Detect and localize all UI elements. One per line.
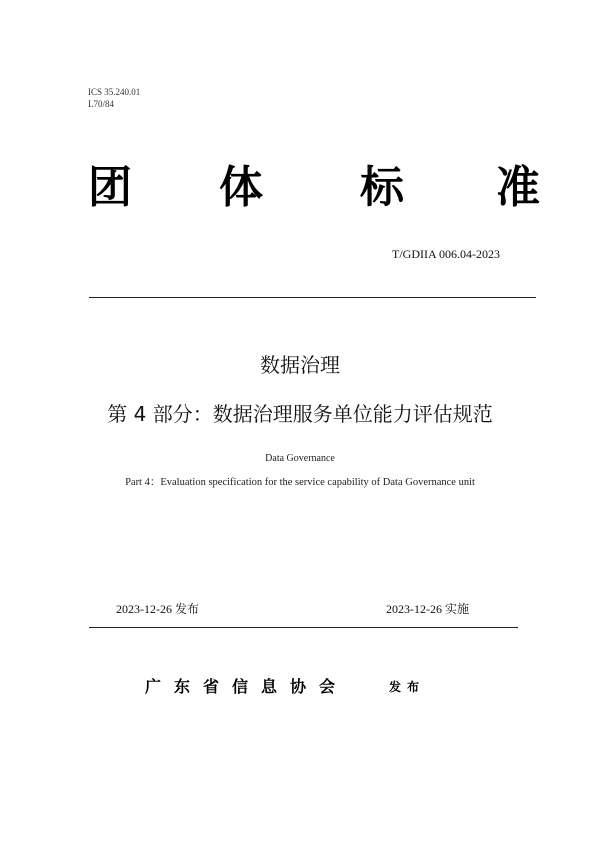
issuer-name: 广东省信息协会 bbox=[145, 677, 349, 696]
implement-date: 2023-12-26 实施 bbox=[386, 602, 469, 616]
heading-char-1: 团 bbox=[88, 162, 132, 213]
bottom-divider bbox=[89, 627, 518, 628]
top-divider bbox=[89, 297, 536, 298]
heading-char-4: 准 bbox=[496, 162, 540, 213]
standard-number: T/GDIIA 006.04-2023 bbox=[392, 247, 500, 261]
ics-code: ICS 35.240.01 bbox=[88, 87, 141, 97]
publish-date: 2023-12-26 发布 bbox=[116, 602, 199, 616]
document-title: 数据治理 bbox=[260, 353, 340, 377]
english-title: Data Governance bbox=[265, 453, 335, 464]
heading-char-3: 标 bbox=[360, 162, 404, 213]
issuer-suffix: 发布 bbox=[389, 680, 426, 694]
ccs-code: L70/84 bbox=[88, 99, 114, 109]
english-part-title: Part 4：Evaluation specification for the service capability of Data Governance unit bbox=[125, 477, 475, 488]
heading-char-2: 体 bbox=[219, 162, 263, 213]
document-part-title: 第 4 部分：数据治理服务单位能力评估规范 bbox=[107, 402, 493, 426]
